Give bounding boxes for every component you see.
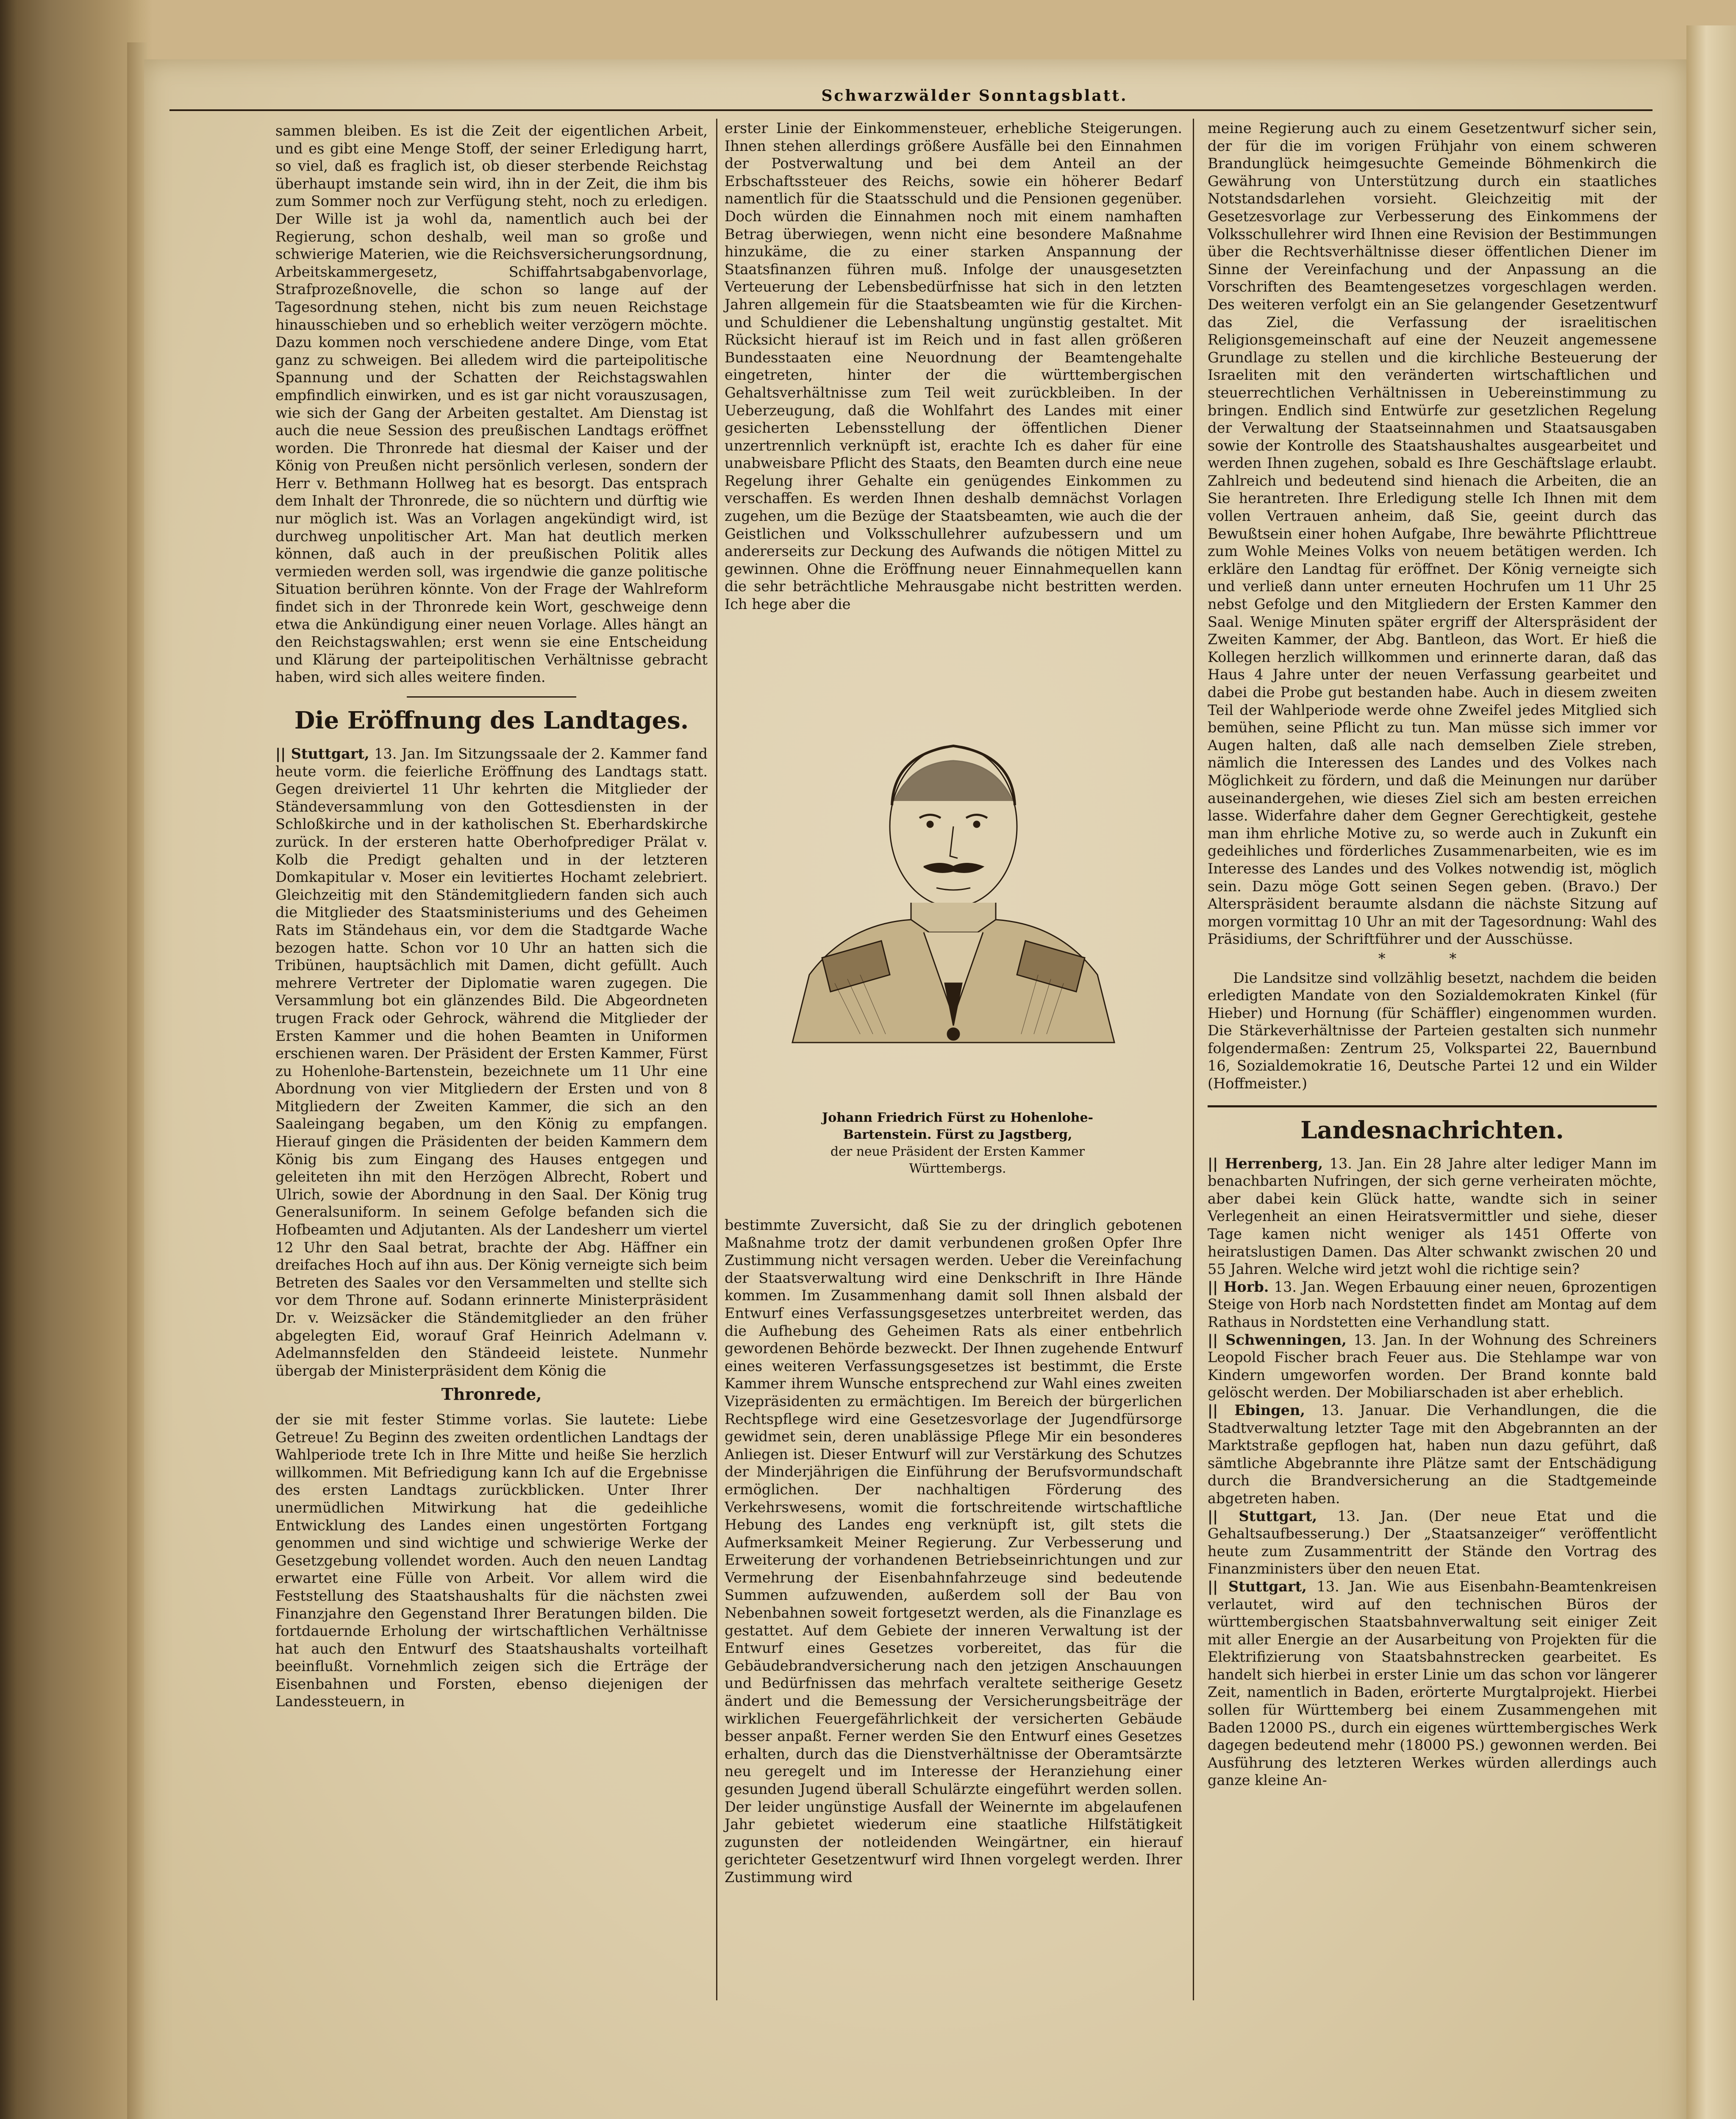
dateline: || Stuttgart, [1208, 1578, 1307, 1595]
thronrede-end: meine Regierung auch zu einem Gesetzentwurf sicher sein, der für die im vorigen Frühjahr von einem schweren Brandunglück heimgesuchte Gemeinde Böhmenkirch die Gewährung von Unterstützung durch ein staatliches Notstandsdarlehen vorsieht. Gleichzeitig mit der Gesetzesvorlage zur Verbesserung des Einkommens der Volksschullehrer wird Ihnen eine Revision der Bestimmungen über die Rechtsverhältnisse dieser öffentlichen Diener im Sinne der Vereinfachung und der Anpassung an die Vorschriften des Beamtengesetzes vorgeschlagen werden. Des weiteren verfolgt ein an Sie gelangender Gesetzentwurf das Ziel, die Verfassung der israelitischen Religionsgemeinschaft auf eine der Neuzeit angemessene Grundlage zu stellen und die kirchliche Besteuerung der Israeliten mit den veränderten wirtschaftlichen und steuerrechtlichen Verhältnissen in Uebereinstimmung zu bringen. Endlich sind Entwürfe zur gesetzlichen Regelung der Verwaltung der Staatseinnahmen und Staatsausgaben sowie der Kontrolle des Staatshaushaltes ausgearbeitet und werden Ihnen zugehen, sobald es Ihre Geschäftslage erlaubt. Zahlreich und bedeutend sind hienach die Arbeiten, die an Sie herantreten. Ihre Erledigung stelle Ich Ihnen mit dem vollen Vertrauen anheim, daß Sie, geeint durch das Bewußtsein einer hohen Aufgabe, Ihre bewährte Pflichttreue zum Wohle Meines Volks von neuem betätigen werden. Ich erkläre den Landtag für eröffnet. Der König verneigte sich und verließ dann unter erneuten Hochrufen um 11 Uhr 25 nebst Gefolge und den Mitgliedern der Ersten Kammer den Saal. Wenige Minuten später ergriff der Alterspräsident der Zweiten Kammer, der Abg. Bantleon, das Wort. Er hieß die Kollegen herzlich willkommen und erinnerte daran, daß das Haus 4 Jahre unter der neuen Verfassung gearbeitet und dabei die Probe gut bestanden habe. Auch in diesem zweiten Teil der Wahlperiode werde ohne Zweifel jedes Mitglied sich bemühen, seine Pflicht zu tun. Man müsse sich immer vor Augen halten, daß alle nach demselben Ziele streben, nämlich die Interessen des Landes und des Volkes nach Möglichkeit zu fördern, und daß die Meinungen nur darüber auseinandergehen, wie dieses Ziel sich am besten erreichen lasse. Widerfahre daher dem Gegner Gerechtigkeit, gestehe man ihm ehrliche Motive zu, so werde auch in Zukunft ein gedeihliches und förderliches Zusammenarbeiten, wie es im Interesse des Landes und des Volkes notwendig ist, möglich sein. Dazu möge Gott seinen Segen geben. (Bravo.) Der Alterspräsident beraumte alsdann die nächste Sitzung auf morgen vormittag 10 Uhr an mit der Tagesordnung: Wahl des Präsidiums, der Schriftführer und der Ausschüsse. [1208, 120, 1657, 948]
caption-line: der neue Präsident der Ersten Kammer [830, 1144, 1085, 1159]
thronrede-continuation-2: bestimmte Zuversicht, daß Sie zu der dringlich gebotenen Maßnahme trotz der damit verbundenen großen Opfer Ihre Zustimmung nicht versagen werden. Ueber die Vereinfachung der Staatsverwaltung wird eine Denkschrift in Ihre Hände kommen. Im Zusammenhang damit soll Ihnen alsbald der Entwurf eines Verfassungsgesetzes unterbreitet werden, das die Aufhebung des Geheimen Rats als einer entbehrlich gewordenen Behörde bezweckt. Der Ihnen zugehende Entwurf eines weiteren Verfassungsgesetzes ist bestimmt, die Erste Kammer ihrem Wunsche entsprechend zur Wahl eines zweiten Vizepräsidenten zu ermächtigen. Im Bereich der bürgerlichen Rechtspflege wird eine Gesetzesvorlage der Jugendfürsorge gewidmet sein, deren unablässige Pflege Mir ein besonderes Anliegen ist. Dieser Entwurf will zur Verstärkung des Schutzes der Minderjährigen die Einführung der Berufsvormundschaft ermöglichen. Der nachhaltigen Förderung des Verkehrswesens, womit die fortschreitende wirtschaftliche Hebung des Landes eng verknüpft ist, gilt stets die Aufmerksamkeit Meiner Regierung. Zur Verbesserung und Erweiterung der vorhandenen Betriebseinrichtungen und zur Vermehrung der Eisenbahnfahrzeuge sind bedeutende Summen aufzuwenden, außerdem soll der Bau von Nebenbahnen soweit fortgesetzt werden, als die Finanzlage es gestattet. Auf dem Gebiete der inneren Verwaltung ist der Entwurf eines Gesetzes vorbereitet, das für die Gebäudebrandversicherung nach den jetzigen Anschauungen und Bedürfnissen das mehrfach veraltete seitherige Gesetz ändert und die Bemessung der Versicherungsbeiträge der wirklichen Feuergefährlichkeit der versicherten Gebäude besser anpaßt. Ferner werden Sie den Entwurf eines Gesetzes erhalten, durch das die Dienstverhältnisse der Oberamtsärzte neu geregelt und im Interesse der Heranziehung einer gesunden Jugend überall Schulärzte eingeführt werden sollen. Der leider ungünstige Ausfall der Weinernte im abgelaufenen Jahr gebietet wiederum eine staatliche Hilfstätigkeit zugunsten der notleidenden Weingärtner, ein hierauf gerichteter Gesetzentwurf wird Ihnen vorgelegt werden. Ihrer Zustimmung wird [725, 1217, 1182, 1885]
column-3 [1208, 120, 1657, 1789]
thronrede-text: der sie mit fester Stimme vorlas. Sie lautete: Liebe Getreue! Zu Beginn des zweiten ordentlichen Landtags der Wahlperiode trete Ich in Ihre Mitte und heiße Sie herzlich willkommen. Mit Befriedigung kann Ich auf die Ergebnisse des ersten Landtags zurückblicken. Unter Ihrer unermüdlichen Mitwirkung hat die gedeihliche Entwicklung des Landes einen ungestörten Fortgang genommen und sind wichtige und schwierige Werke der Gesetzgebung vollendet worden. Auch den neuen Landtag erwartet eine Fülle von Arbeit. Vor allem wird die Feststellung des Staatshaushalts für die nächsten zwei Finanzjahre den Gegenstand Ihrer Beratungen bilden. Die fortdauernde Erholung der wirtschaftlichen Verhältnisse hat auch den Entwurf des Staatshaushalts vorteilhaft beeinflußt. Vornehmlich zeigen sich die Erträge der Eisenbahnen und Forsten, ebenso diejenigen der Landessteuern, in [275, 1411, 708, 1710]
column-divider [1193, 119, 1194, 2000]
caption-line: Württembergs. [909, 1161, 1006, 1176]
column-1 [275, 122, 708, 1710]
headline-landesnachrichten: Landesnachrichten. [1300, 1116, 1564, 1144]
section-rule [407, 696, 576, 698]
article-continuation: sammen bleiben. Es ist die Zeit der eigentlichen Arbeit, und es gibt eine Menge Stoff, der seiner Erledigung harrt, so viel, daß es fraglich ist, ob dieser sterbende Reichstag überhaupt imstande sein wird, ihn in der Zeit, die ihm bis zum Sommer noch zur Verfügung steht, noch zu erledigen. Der Wille ist ja wohl da, namentlich auch bei der Regierung, schon deshalb, weil man so große und schwierige Materien, wie die Reichsversicherungsordnung, Arbeitskammergesetz, Schiffahrtsabgabenvorlage, Strafprozeßnovelle, die schon so lange auf der Tagesordnung stehen, nicht bis zum neuen Reichstage hinausschieben und so erheblich weiter verzögern möchte. Dazu kommen noch verschiedene andere Dinge, vom Etat ganz zu schweigen. Bei alledem wird die parteipolitische Spannung und der Schatten der Reichstagswahlen empfindlich einwirken, und es ist gar nicht vorauszusagen, wie sich der Gang der Arbeiten gestaltet. Am Dienstag ist auch die neue Session des preußischen Landtags eröffnet worden. Die Thronrede hat diesmal der Kaiser und der König von Preußen nicht persönlich verlesen, sondern der Herr v. Bethmann Hollweg hat es besorgt. Das entsprach dem Inhalt der Thronrede, die so nüchtern und dürftig wie nur möglich ist. Was an Vorlagen angekündigt wird, ist durchweg unpolitischer Art. Man hat deutlich merken können, daß auch in der preußischen Politik alles vermieden werden soll, was irgendwie die ganze politische Situation berühren könnte. Von der Frage der Wahlreform findet sich in der Thronrede kein Wort, geschweige denn etwa die Ankündigung einer neuen Vorlage. Alles hängt an den Reichstagswahlen; erst wenn sie eine Entscheidung und Klärung der parteipolitischen Verhältnisse gebracht haben, wird sich alles weitere finden. [275, 122, 708, 686]
headline-landtag: Die Eröffnung des Landtages. [294, 706, 689, 734]
dateline: || Stuttgart, [275, 745, 369, 762]
news-item: || Stuttgart, 13. Jan. Wie aus Eisenbahn-Beamtenkreisen verlautet, wird auf den technischen Büros der württembergischen Staatsbahnverwaltung seit einiger Zeit mit aller Energie an der Ausarbeitung von Projekten für die Elektrifizierung von Staatsbahnstrecken gearbeitet. Es handelt sich hierbei in erster Linie um das schon vor längerer Zeit, namentlich in Baden, erörterte Murgtalprojekt. Hierbei sollen für Württemberg bei einem Zusammengehen mit Baden 12000 PS., durch ein eigenes württembergisches Werk dagegen bedeutend mehr (18000 PS.) gewonnen werden. Bei Ausführung des letzteren Werkes würden allerdings auch ganze kleine An- [1208, 1578, 1657, 1789]
caption-line: Johann Friedrich Fürst zu Hohenlohe- [822, 1110, 1093, 1125]
section-rule [1208, 1105, 1657, 1107]
caption-line: Bartenstein. Fürst zu Jagstberg, [843, 1127, 1072, 1142]
column-divider [716, 119, 717, 2000]
dateline: || Ebingen, [1208, 1402, 1305, 1418]
book-binding [1686, 25, 1736, 2119]
portrait-caption [746, 1110, 1169, 1177]
news-item: || Herrenberg, 13. Jan. Ein 28 Jahre alter lediger Mann im benachbarten Nufringen, der sich gerne verheiraten möchte, aber dabei kein Glück hatte, wandte sich in seiner Verlegenheit an einen Heiratsvermittler und siehe, dieser Tage kamen nicht weniger als 1451 Offerte von heiratslustigen Damen. Das Alter schwankt zwischen 20 und 55 Jahren. Welche wird jetzt wohl die richtige sein? [1208, 1155, 1657, 1278]
news-item: || Ebingen, 13. Januar. Die Verhandlungen, die die Stadtverwaltung letzter Tage mit den Abgebrannten an der Marktstraße gepflogen hat, haben nun dazu geführt, daß sämtliche Abgebrannte ihre Plätze samt der Entschädigung durch die Brandversicherung an die Stadtgemeinde abgetreten haben. [1208, 1402, 1657, 1507]
landsitze-notice: Die Landsitze sind vollzählig besetzt, nachdem die beiden erledigten Mandate von den Sozialdemokraten Kinkel (für Hieber) und Hornung (für Schäffler) eingenommen wurden. Die Stärkeverhältnisse der Parteien gestalten sich nunmehr folgendermaßen: Zentrum 25, Volkspartei 22, Bauernbund 16, Sozialdemokratie 16, Deutsche Partei 12 und ein Wilder (Hoffmeister.) [1208, 969, 1657, 1092]
column-2-lower [725, 1216, 1182, 1886]
news-item: || Schwenningen, 13. Jan. In der Wohnung des Schreiners Leopold Fischer brach Feuer aus. Die Stehlampe war von Kindern umgeworfen worden. Der Brand konnte bald gelöscht werden. Der Mobiliarschaden ist aber erheblich. [1208, 1331, 1657, 1401]
thronrede-continuation: erster Linie der Einkommensteuer, erhebliche Steigerungen. Ihnen stehen allerdings größere Ausfälle bei den Einnahmen der Postverwaltung und bei dem Anteil an der Erbschaftssteuer des Reichs, sowie ein höherer Bedarf namentlich für die Staatsschuld und die Pensionen gegenüber. Doch würden die Einnahmen noch mit einem namhaften Betrag überwiegen, wenn nicht eine besondere Maßnahme hinzukäme, die zu einer starken Anspannung der Staatsfinanzen führen muß. Infolge der unausgesetzten Verteuerung der Lebensbedürfnisse hat sich in den letzten Jahren allgemein für die Staatsbeamten wie für die Kirchen- und Schuldiener die Lebenshaltung ungünstig gestaltet. Mit Rücksicht hierauf ist im Reich und in fast allen größeren Bundesstaaten eine Neuordnung der Beamtengehalte eingetreten, hinter der die württembergischen Gehaltsverhältnisse zum Teil weit zurückbleiben. In der Ueberzeugung, daß die Wohlfahrt des Landes mit einer gesicherten Lebensstellung der öffentlichen Diener unzertrennlich verknüpft ist, erachte Ich es daher für eine unabweisbare Pflicht des Staats, den Beamten durch eine neue Regelung ihrer Gehalte ein genügendes Einkommen zu verschaffen. Es werden Ihnen deshalb demnächst Vorlagen zugehen, um die Bezüge der Staatsbeamten, wie auch die der Geistlichen und Volksschullehrer aufzubessern und um andererseits zur Deckung des Aufwands die nötigen Mittel zu gewinnen. Ohne die Eröffnung neuer Einnahmequellen kann die sehr beträchtliche Mehrausgabe nicht bestritten werden. Ich hege aber die [725, 120, 1182, 613]
article-landtag: || Stuttgart, 13. Jan. Im Sitzungssaale der 2. Kammer fand heute vorm. die feierliche Eröffnung des Landtags statt. Gegen dreiviertel 11 Uhr kehrten die Mitglieder der Ständeversammlung von den Gottesdiensten in der Schloßkirche und in der katholischen St. Eberhardskirche zurück. In der ersteren hatte Oberhofprediger Prälat v. Kolb die Predigt gehalten und in der letzteren Domkapitular v. Moser ein levitiertes Hochamt zelebriert. Gleichzeitig mit den Ständemitgliedern fanden sich auch die Mitglieder des Staatsministeriums und des Geheimen Rats im Ständehaus ein, vor dem die Stadtgarde Wache bezogen hatte. Schon vor 10 Uhr an hatten sich die Tribünen, hauptsächlich mit Damen, dicht gefüllt. Auch mehrere Vertreter der Diplomatie waren zugegen. Die Versammlung bot ein glänzendes Bild. Die Abgeordneten trugen Frack oder Gehrock, während die Mitglieder der Ersten Kammer und die hohen Beamten in Uniformen erschienen waren. Der Präsident der Ersten Kammer, Fürst zu Hohenlohe-Bartenstein, bezeichnete um 11 Uhr eine Abordnung von vier Mitgliedern der Ersten und von 8 Mitgliedern der Zweiten Kammer, die sich an den Saaleingang begaben, um den König zu empfangen. Hierauf gingen die Präsidenten der beiden Kammern dem König bis zum Eingang des Hauses entgegen und geleiteten ihn mit den Herzögen Albrecht, Robert und Ulrich, sowie der Abordnung in den Saal. Der König trug Generalsuniform. In seinem Gefolge befanden sich die Hofbeamten und Adjutanten. Als der Landesherr um viertel 12 Uhr den Saal betrat, brachte der Abg. Häffner ein dreifaches Hoch auf ihn aus. Der König verneigte sich beim Betreten des Saales vor den Versammelten und stellte sich vor dem Throne auf. Sodann erinnerte Ministerpräsident Dr. v. Weizsäcker die Ständemitglieder an den früher abgelegten Eid, worauf Graf Heinrich Adelmann v. Adelmannsfelden den Ständeeid leistete. Nunmehr übergab der Ministerpräsident dem König die [275, 745, 708, 1379]
news-item: || Stuttgart, 13. Jan. (Der neue Etat und die Gehaltsaufbesserung.) Der „Staatsanzeiger“ veröffentlicht heute zum Zusammentritt der Stände den Vortrag des Finanzministers über den neuen Etat. [1208, 1507, 1657, 1577]
dateline: || Herrenberg, [1208, 1155, 1323, 1172]
news-item: || Horb. 13. Jan. Wegen Erbauung einer neuen, 6prozentigen Steige von Horb nach Nordstetten findet am Montag auf dem Rathaus in Nordstetten eine Verhandlung statt. [1208, 1278, 1657, 1330]
dateline: || Horb. [1208, 1278, 1269, 1295]
portrait-engraving [784, 720, 1123, 1165]
dateline: || Schwenningen, [1208, 1331, 1347, 1348]
column-2 [725, 120, 1182, 613]
masthead: Schwarzwälder Sonntagsblatt. [821, 87, 1128, 105]
separator-stars: * * [1378, 950, 1486, 967]
subheading-thronrede: Thronrede, [441, 1385, 542, 1404]
dateline: || Stuttgart, [1208, 1507, 1317, 1524]
header-rule [169, 109, 1653, 111]
